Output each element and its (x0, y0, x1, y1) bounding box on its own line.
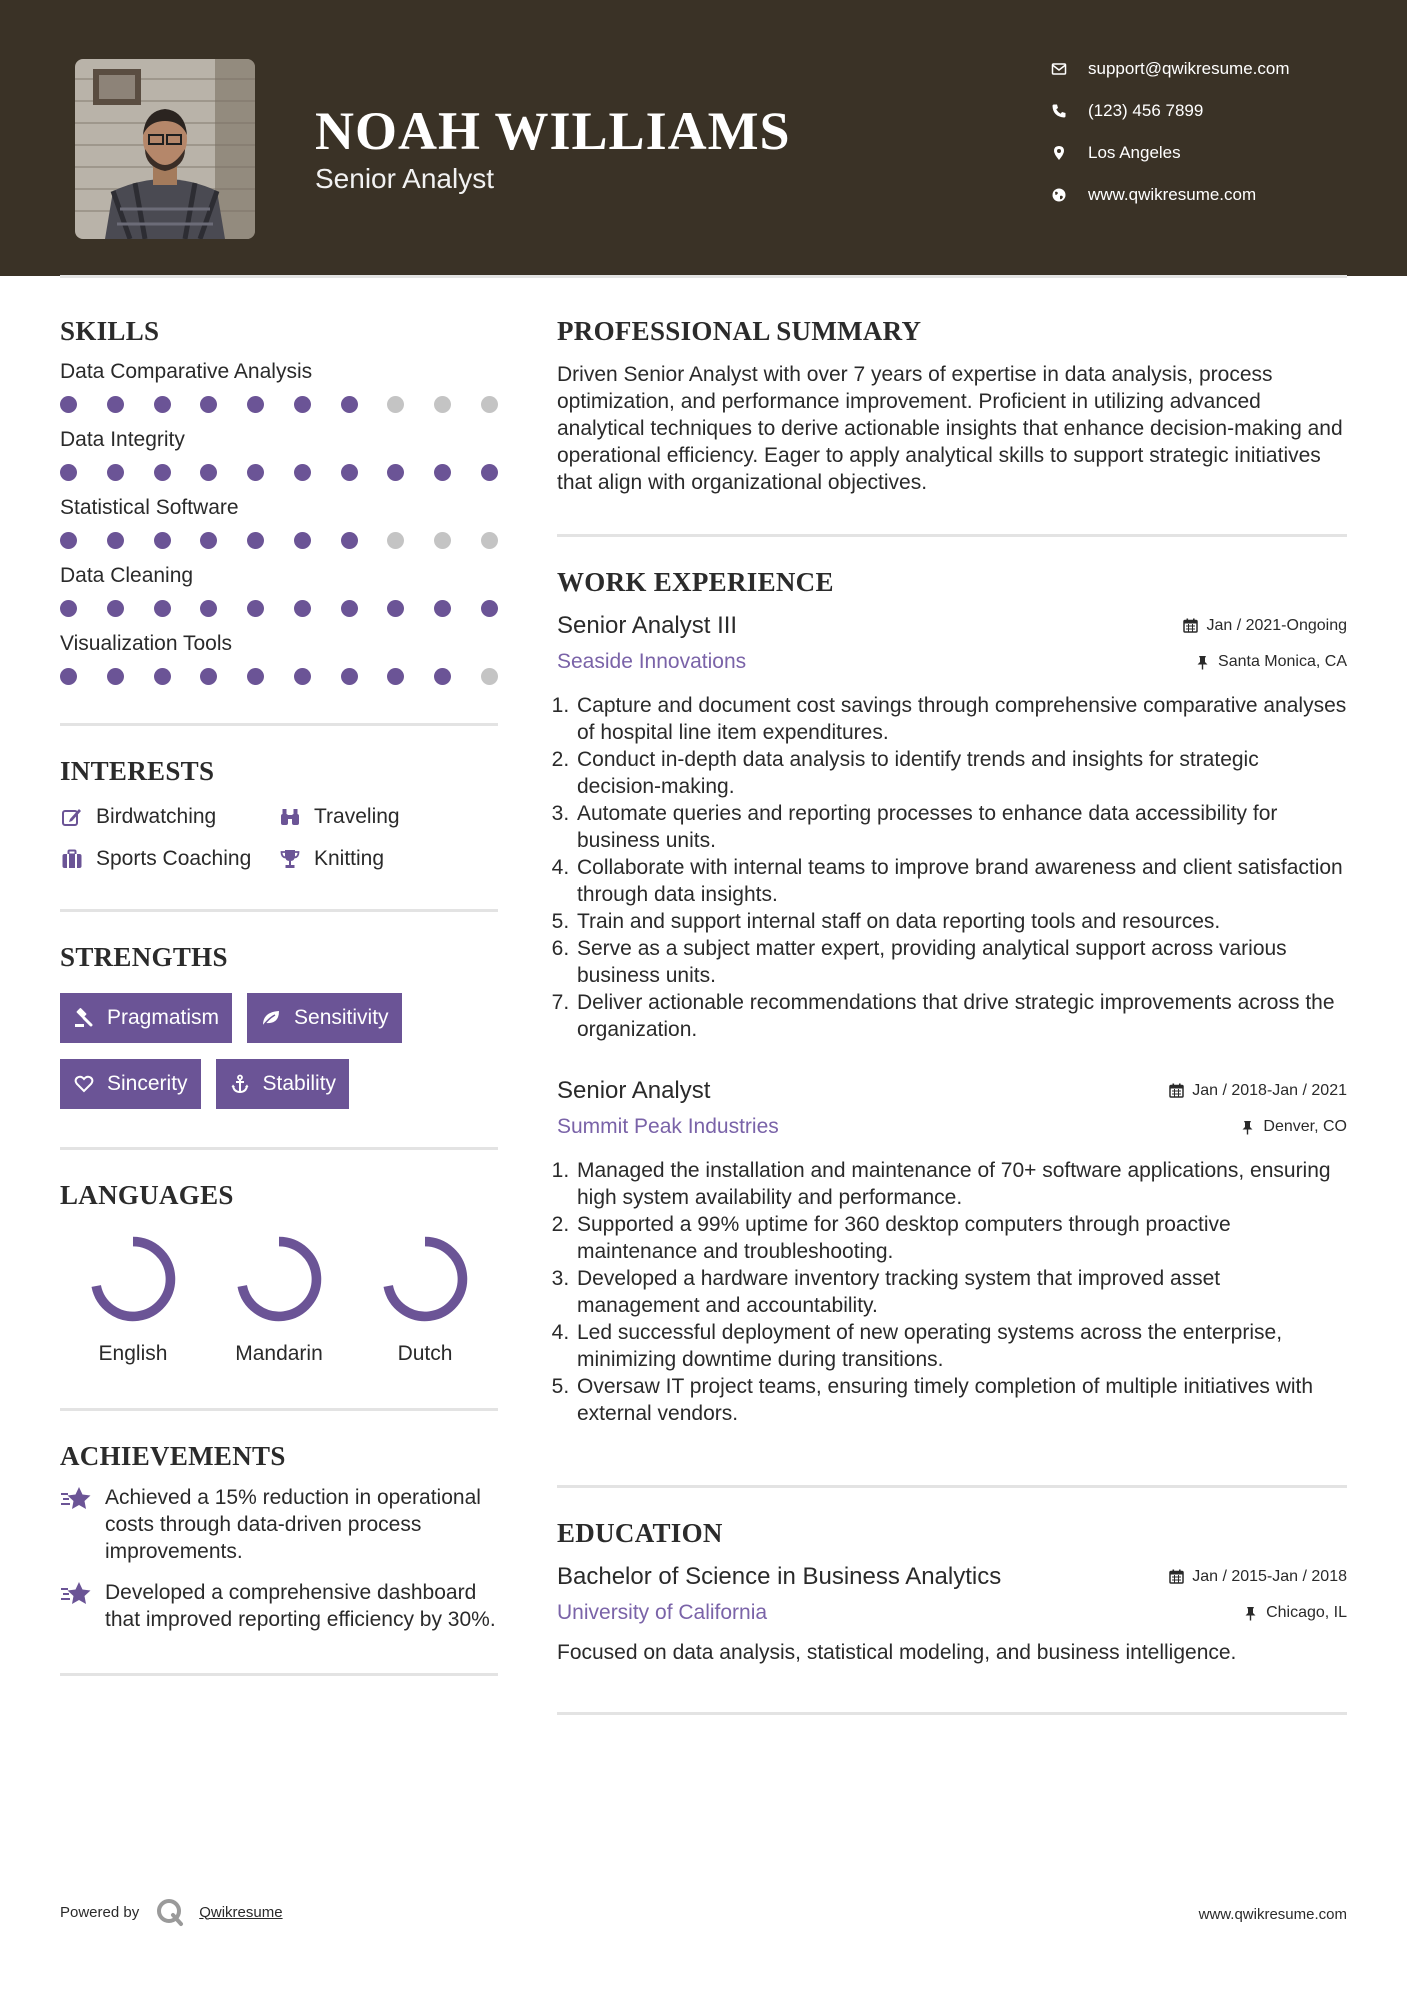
job-title: Senior Analyst III (557, 612, 738, 639)
achievement-item (60, 1579, 498, 1633)
duty-item: 1. Capture and document cost savings through comprehensive comparative analyses of hospital line item expenditures. (575, 692, 1347, 746)
edit-icon (60, 805, 84, 829)
duty-item: 3. Developed a hardware inventory tracking system that improved asset management and accountability. (575, 1265, 1347, 1319)
skill-name: Data Comparative Analysis (60, 360, 313, 383)
skill-item (60, 361, 498, 413)
location-pin-icon (1050, 144, 1068, 162)
job-location (1195, 653, 1347, 671)
resume-header (0, 0, 1407, 276)
globe-icon (1050, 186, 1068, 204)
gavel-icon (73, 1007, 95, 1029)
rating-dot-filled (60, 464, 77, 481)
rating-dot-filled (341, 396, 358, 413)
envelope-icon (1050, 60, 1068, 78)
interest-item (60, 805, 278, 829)
rating-dot-filled (294, 532, 311, 549)
interest-item (278, 805, 478, 829)
right-column (557, 318, 1347, 1715)
job-entry (557, 612, 1347, 1043)
duty-item: 6. Serve as a subject matter expert, providing analytical support across various business units. (575, 935, 1347, 989)
language-name: English (98, 1342, 168, 1365)
rating-dot-filled (200, 532, 217, 549)
phone-icon (1050, 102, 1068, 120)
rating-dot-filled (247, 396, 264, 413)
skill-item (60, 429, 498, 481)
achievements-list (60, 1484, 498, 1633)
strength-chip (60, 993, 232, 1043)
contact-website-text: www.qwikresume.com (1088, 185, 1257, 204)
duty-item: 4. Led successful deployment of new operating systems across the enterprise, minimizing downtime during transitions. (575, 1319, 1347, 1373)
achievement-text: Achieved a 15% reduction in operational costs through data-driven process improvements. (105, 1486, 481, 1563)
qwikresume-logo-icon (155, 1897, 185, 1927)
rating-dot-empty (387, 532, 404, 549)
rating-dot-filled (341, 668, 358, 685)
skill-rating (60, 396, 498, 413)
interest-item (278, 847, 478, 871)
job-duties (557, 692, 1347, 1043)
job-entry (557, 1077, 1347, 1427)
contact-email[interactable] (1050, 55, 1350, 83)
strengths-list (60, 993, 498, 1109)
strength-chip (216, 1059, 350, 1109)
candidate-title: Senior Analyst (315, 163, 494, 194)
star-award-icon (60, 1579, 94, 1609)
rating-dot-filled (107, 668, 124, 685)
achievement-text: Developed a comprehensive dashboard that improved reporting efficiency by 30%. (105, 1581, 496, 1631)
section-divider (557, 534, 1347, 537)
skills-heading: SKILLS (60, 316, 160, 346)
candidate-name: NOAH WILLIAMS (315, 101, 791, 161)
section-divider (60, 1147, 498, 1150)
education-location-text: Chicago, IL (1266, 1604, 1347, 1621)
rating-dot-filled (481, 600, 498, 617)
rating-dot-filled (481, 464, 498, 481)
achievements-heading: ACHIEVEMENTS (60, 1441, 286, 1471)
section-divider (60, 723, 498, 726)
job-location-text: Denver, CO (1263, 1118, 1347, 1135)
skill-rating (60, 464, 498, 481)
rating-dot-filled (200, 668, 217, 685)
skill-rating (60, 532, 498, 549)
rating-dot-filled (154, 396, 171, 413)
pushpin-icon (1243, 1606, 1258, 1621)
rating-dot-filled (154, 600, 171, 617)
rating-dot-filled (341, 532, 358, 549)
skill-name: Data Cleaning (60, 564, 194, 587)
skill-item (60, 565, 498, 617)
briefcase-icon (60, 847, 84, 871)
summary-text: Driven Senior Analyst with over 7 years of expertise in data analysis, process optimization, and performance improvement. Proficient in utilizing advanced analytical techniques to derive actionable insights that enhance decision-making and operational efficiency. Eager to apply analytical skills to support strategic initiatives that align with organizational objectives. (557, 363, 1343, 494)
strengths-heading: STRENGTHS (60, 942, 228, 972)
contact-phone-text: (123) 456 7899 (1088, 101, 1204, 120)
education-date (1169, 1568, 1347, 1586)
rating-dot-filled (294, 668, 311, 685)
job-date-text: Jan / 2018-Jan / 2021 (1192, 1081, 1347, 1099)
duty-item: 5. Train and support internal staff on data reporting tools and resources. (575, 908, 1347, 935)
school-name: University of California (557, 1601, 768, 1624)
strength-label: Sensitivity (294, 1006, 389, 1029)
skills-list (60, 361, 498, 685)
degree-title: Bachelor of Science in Business Analytics (557, 1563, 1002, 1590)
rating-dot-filled (294, 396, 311, 413)
rating-dot-filled (247, 464, 264, 481)
rating-dot-filled (154, 464, 171, 481)
rating-dot-filled (60, 396, 77, 413)
interest-label: Traveling (314, 805, 400, 828)
duty-item: 2. Supported a 99% uptime for 360 desktop computers through proactive maintenance and troubleshooting. (575, 1211, 1347, 1265)
company-name: Summit Peak Industries (557, 1115, 779, 1138)
rating-dot-filled (341, 464, 358, 481)
duty-item: 5. Oversaw IT project teams, ensuring timely completion of multiple initiatives with external vendors. (575, 1373, 1347, 1427)
language-item (206, 1231, 352, 1366)
language-item (352, 1231, 498, 1366)
rating-dot-filled (154, 532, 171, 549)
skill-name: Statistical Software (60, 496, 239, 519)
interests-heading: INTERESTS (60, 756, 215, 786)
qwikresume-link[interactable]: Qwikresume (199, 1903, 283, 1921)
strength-label: Pragmatism (107, 1006, 220, 1029)
skill-rating (60, 600, 498, 617)
language-name: Dutch (397, 1342, 453, 1365)
duty-item: 1. Managed the installation and maintenance of 70+ software applications, ensuring high system availability and performance. (575, 1157, 1347, 1211)
rating-dot-filled (200, 396, 217, 413)
job-location (1240, 1118, 1347, 1136)
languages-heading: LANGUAGES (60, 1180, 234, 1210)
rating-dot-filled (60, 532, 77, 549)
calendar-icon (1169, 1083, 1184, 1098)
rating-dot-filled (60, 668, 77, 685)
interest-item (60, 847, 278, 871)
profile-photo (75, 59, 255, 239)
pushpin-icon (1240, 1120, 1255, 1135)
rating-dot-filled (107, 532, 124, 549)
contact-email-text: support@qwikresume.com (1088, 59, 1290, 78)
rating-dot-filled (294, 464, 311, 481)
education-description: Focused on data analysis, statistical modeling, and business intelligence. (557, 1641, 1237, 1664)
duty-item: 2. Conduct in-depth data analysis to identify trends and insights for strategic decision-making. (575, 746, 1347, 800)
binoculars-icon (278, 805, 302, 829)
strength-label: Sincerity (107, 1072, 188, 1095)
section-divider (60, 1408, 498, 1411)
section-divider (60, 1673, 498, 1676)
skill-name: Visualization Tools (60, 632, 232, 655)
footer-powered-by (60, 1897, 283, 1927)
rating-dot-filled (387, 464, 404, 481)
section-divider (557, 1485, 1347, 1488)
strength-chip (247, 993, 402, 1043)
contact-location (1050, 139, 1350, 167)
rating-dot-empty (387, 396, 404, 413)
job-title: Senior Analyst (557, 1077, 711, 1104)
contact-location-text: Los Angeles (1088, 143, 1181, 162)
footer-url[interactable]: www.qwikresume.com (1198, 1906, 1347, 1923)
job-duties (557, 1157, 1347, 1427)
rating-dot-filled (341, 600, 358, 617)
job-date (1169, 1082, 1347, 1100)
star-award-icon (60, 1484, 94, 1514)
interest-label: Sports Coaching (96, 847, 252, 870)
strength-label: Stability (262, 1072, 337, 1095)
job-date-text: Jan / 2021-Ongoing (1206, 616, 1347, 634)
skill-item (60, 497, 498, 549)
rating-dot-filled (200, 464, 217, 481)
education-location (1243, 1604, 1347, 1622)
language-progress-arc (96, 1242, 170, 1317)
trophy-icon (278, 847, 302, 871)
rating-dot-empty (481, 396, 498, 413)
leaf-icon (260, 1007, 282, 1029)
language-progress-ring (377, 1231, 473, 1327)
duty-item: 7. Deliver actionable recommendations that drive strategic improvements across the organization. (575, 989, 1347, 1043)
duty-item: 3. Automate queries and reporting processes to enhance data accessibility for business units. (575, 800, 1347, 854)
section-divider (60, 909, 498, 912)
skill-item (60, 633, 498, 685)
language-progress-ring (85, 1231, 181, 1327)
rating-dot-filled (247, 600, 264, 617)
rating-dot-empty (481, 668, 498, 685)
rating-dot-filled (387, 600, 404, 617)
language-progress-ring (231, 1231, 327, 1327)
rating-dot-filled (60, 600, 77, 617)
header-divider (60, 275, 1347, 278)
pushpin-icon (1195, 655, 1210, 670)
rating-dot-filled (107, 396, 124, 413)
rating-dot-filled (434, 600, 451, 617)
summary-heading: PROFESSIONAL SUMMARY (557, 316, 922, 346)
language-progress-arc (242, 1242, 316, 1317)
rating-dot-filled (294, 600, 311, 617)
language-progress-arc (388, 1242, 462, 1317)
skill-rating (60, 668, 498, 685)
language-name: Mandarin (235, 1342, 323, 1365)
languages-list (60, 1231, 498, 1366)
rating-dot-filled (434, 464, 451, 481)
rating-dot-filled (247, 668, 264, 685)
education-date-text: Jan / 2015-Jan / 2018 (1192, 1567, 1347, 1585)
strength-chip (60, 1059, 201, 1109)
rating-dot-filled (247, 532, 264, 549)
interests-list (60, 805, 498, 871)
heart-icon (73, 1073, 95, 1095)
job-location-text: Santa Monica, CA (1218, 653, 1347, 670)
skill-name: Data Integrity (60, 428, 185, 451)
rating-dot-filled (387, 668, 404, 685)
rating-dot-filled (154, 668, 171, 685)
rating-dot-filled (434, 668, 451, 685)
rating-dot-filled (107, 464, 124, 481)
rating-dot-empty (434, 532, 451, 549)
contact-website[interactable] (1050, 181, 1350, 209)
achievement-item (60, 1484, 498, 1565)
rating-dot-empty (434, 396, 451, 413)
left-column (60, 318, 498, 1676)
education-entry (557, 1563, 1347, 1666)
contact-phone[interactable] (1050, 97, 1350, 125)
language-item (60, 1231, 206, 1366)
calendar-icon (1183, 618, 1198, 633)
company-name: Seaside Innovations (557, 650, 747, 673)
education-heading: EDUCATION (557, 1518, 723, 1548)
rating-dot-filled (200, 600, 217, 617)
interest-label: Knitting (314, 847, 385, 870)
job-date (1183, 617, 1347, 635)
interest-label: Birdwatching (96, 805, 217, 828)
rating-dot-empty (481, 532, 498, 549)
rating-dot-filled (107, 600, 124, 617)
experience-heading: WORK EXPERIENCE (557, 567, 834, 597)
powered-by-label: Powered by (60, 1903, 140, 1921)
anchor-icon (229, 1073, 251, 1095)
duty-item: 4. Collaborate with internal teams to improve brand awareness and client satisfaction through data insights. (575, 854, 1347, 908)
section-divider (557, 1712, 1347, 1715)
calendar-icon (1169, 1569, 1184, 1584)
